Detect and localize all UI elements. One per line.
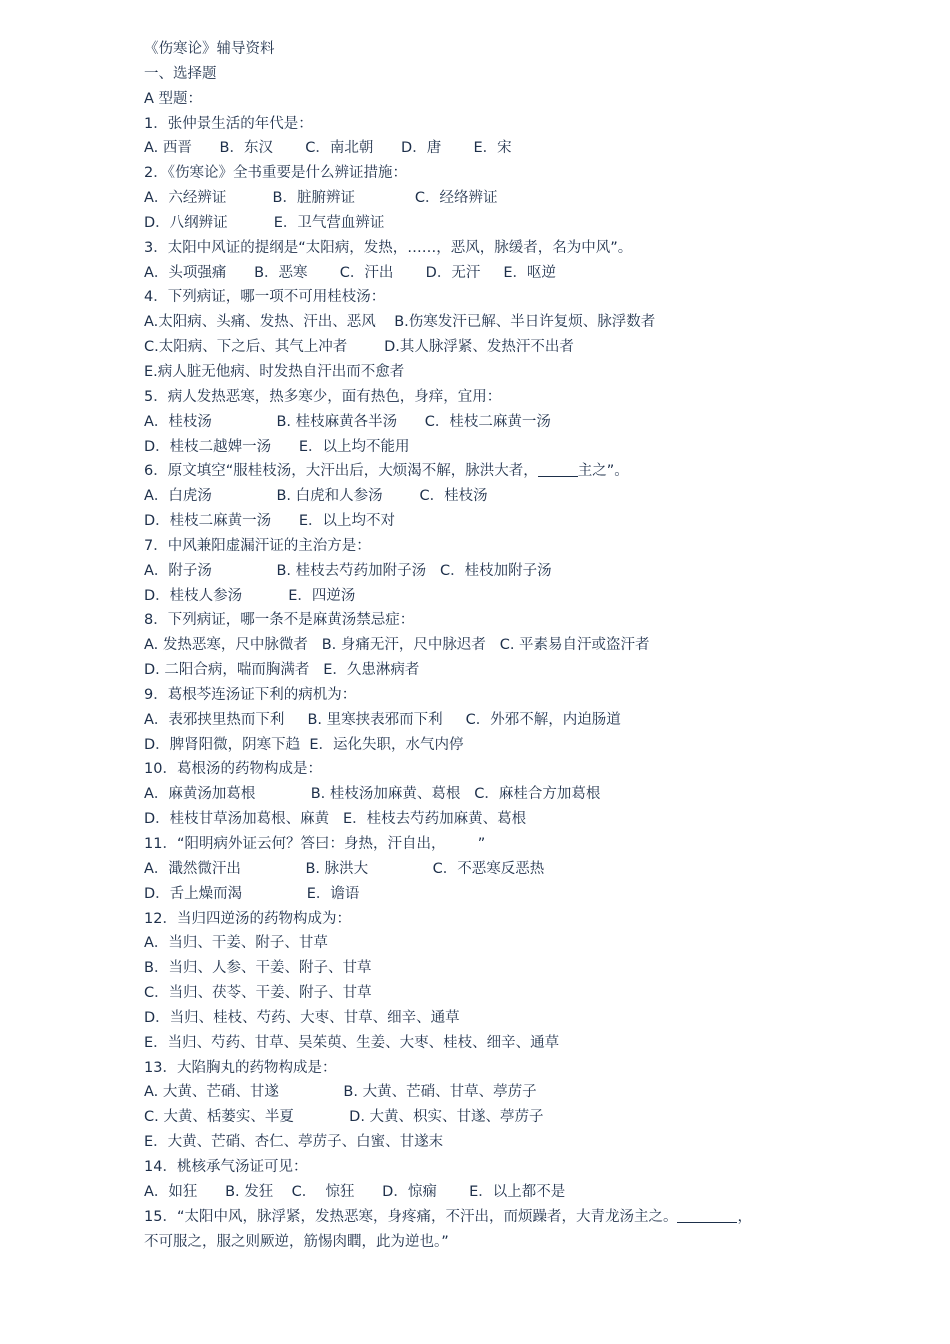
question-13-options: A. 大黄、芒硝、甘遂 B. 大黄、芒硝、甘草、葶苈子 [144,1084,537,1101]
question-2-stem: 2．《伤寒论》全书重要是什么辨证措施： [144,165,407,182]
question-15-stem [144,1205,844,1230]
question-13-stem: 13．大陷胸丸的药物构成是： [144,1059,337,1076]
question-4-stem: 4．下列病证，哪一项不可用桂枝汤： [144,289,386,306]
question-10-options: A．麻黄汤加葛根 B. 桂枝汤加麻黄、葛根 C．麻桂合方加葛根 [144,786,601,803]
document-page [144,37,844,1254]
question-10-stem: 10．葛根汤的药物构成是： [144,761,322,778]
question-12-stem: 12．当归四逆汤的药物构成为： [144,910,351,927]
question-14-stem: 14．桃核承气汤证可见： [144,1158,308,1175]
question-10-options: D．桂枝甘草汤加葛根、麻黄 E．桂枝去芍药加麻黄、葛根 [144,811,527,828]
question-2-options: D．八纲辨证 E．卫气营血辨证 [144,214,385,231]
question-12-options: A．当归、干姜、附子、甘草 [144,935,328,952]
section-heading: 一、选择题 [144,65,217,82]
question-2-options: A．六经辨证 B．脏腑辨证 C．经络辨证 [144,190,498,207]
question-15-stem-after: ， [737,1208,752,1225]
question-5-options: A．桂枝汤 B. 桂枝麻黄各半汤 C．桂枝二麻黄一汤 [144,413,551,430]
question-1-stem: 1．张仲景生活的年代是： [144,115,313,132]
question-6-stem-before: 6．原文填空“服桂枝汤，大汗出后，大烦渴不解，脉洪大者， [144,463,538,480]
question-9-stem: 9．葛根芩连汤证下利的病机为： [144,686,357,703]
question-12-options: C．当归、茯苓、干姜、附子、甘草 [144,985,372,1002]
question-11-stem: 11．“阳明病外证云何？答曰：身热，汗自出， ” [144,836,486,852]
question-4-options: E.病人脏无他病、时发热自汗出而不愈者 [144,363,405,380]
question-13-options: C. 大黄、栝蒌实、半夏 D. 大黄、枳实、甘遂、葶苈子 [144,1109,544,1126]
question-7-options: A．附子汤 B. 桂枝去芍药加附子汤 C．桂枝加附子汤 [144,562,552,579]
question-6-options: A．白虎汤 B. 白虎和人参汤 C．桂枝汤 [144,488,488,505]
question-6-stem-after: 主之”。 [577,463,629,480]
question-15-continuation: 不可服之，服之则厥逆，筋惕肉瞤，此为逆也。” [144,1233,449,1250]
question-9-options: D．脾肾阳微，阴寒下趋 E．运化失职，水气内停 [144,736,464,753]
fill-in-blank [677,1207,737,1223]
fill-in-blank [538,461,578,477]
question-12-options: E．当归、芍药、甘草、吴茱萸、生姜、大枣、桂枝、细辛、通草 [144,1034,560,1051]
question-12-options: B．当归、人参、干姜、附子、甘草 [144,960,372,977]
question-4-options: C.太阳病、下之后、其气上冲者 D.其人脉浮紧、发热汗不出者 [144,339,574,356]
question-7-options: D．桂枝人参汤 E．四逆汤 [144,587,356,604]
question-6-stem [144,459,844,484]
question-4-options: A.太阳病、头痛、发热、汗出、恶风 B.伤寒发汗已解、半日许复烦、脉浮数者 [144,314,656,331]
question-6-options: D．桂枝二麻黄一汤 E．以上均不对 [144,513,395,530]
question-15-stem-before: 15．“太阳中风，脉浮紧，发热恶寒，身疼痛，不汗出，而烦躁者，大青龙汤主之。 [144,1208,678,1225]
question-13-options: E．大黄、芒硝、杏仁、葶苈子、白蜜、甘遂末 [144,1134,444,1151]
question-3-options: A．头项强痛 B．恶寒 C．汗出 D．无汗 E．呕逆 [144,264,557,281]
question-5-options: D．桂枝二越婢一汤 E．以上均不能用 [144,438,410,455]
question-11-options: D．舌上燥而渴 E．谵语 [144,885,360,902]
question-8-stem: 8．下列病证，哪一条不是麻黄汤禁忌症： [144,612,415,629]
question-3-stem: 3．太阳中风证的提纲是“太阳病，发热，……，恶风，脉缓者，名为中风”。 [144,239,633,256]
subsection-heading: A 型题： [144,90,203,107]
question-8-options: D. 二阳合病，喘而胸满者 E．久患淋病者 [144,662,420,679]
question-9-options: A．表邪挟里热而下利 B. 里寒挟表邪而下利 C．外邪不解，内迫肠道 [144,711,621,728]
question-7-stem: 7．中风兼阳虚漏汗证的主治方是： [144,537,371,554]
question-11-options: A．濈然微汗出 B. 脉洪大 C．不恶寒反恶热 [144,860,545,877]
question-12-options: D．当归、桂枝、芍药、大枣、甘草、细辛、通草 [144,1009,460,1026]
question-1-options: A. 西晋 B．东汉 C．南北朝 D．唐 E．宋 [144,140,512,157]
question-8-options: A. 发热恶寒，尺中脉微者 B. 身痛无汗，尺中脉迟者 C. 平素易自汗或盗汗者 [144,637,650,654]
document-title: 《伤寒论》辅导资料 [144,41,275,57]
question-14-options: A．如狂 B. 发狂 C． 惊狂 D．惊痫 E．以上都不是 [144,1183,566,1200]
question-5-stem: 5．病人发热恶寒，热多寒少，面有热色，身痒，宜用： [144,388,502,405]
